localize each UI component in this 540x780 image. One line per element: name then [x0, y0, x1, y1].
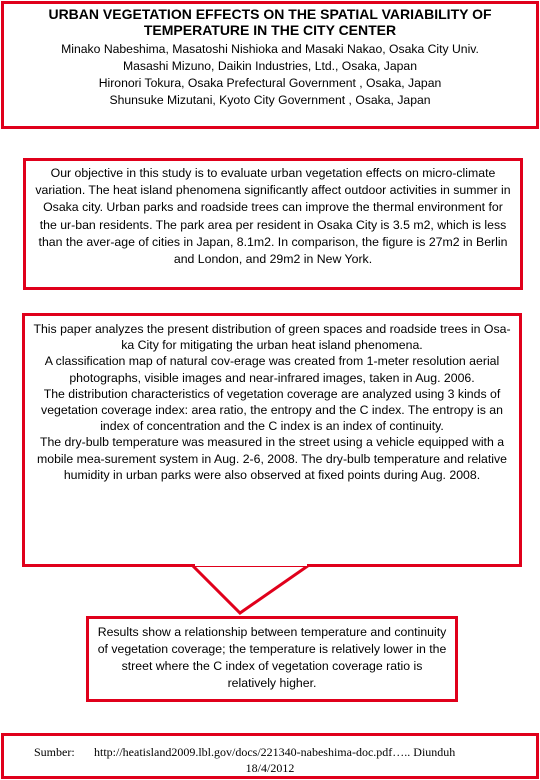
results-text: Results show a relationship between temperature and continuity of vegetation coverage; the temperature is relatively lower in the street where the C index of vegetation coverage ratio is relatively higher. — [97, 625, 447, 690]
author-line-4: Shunsuke Mizutani, Kyoto City Government , Osaka, Japan — [109, 93, 431, 107]
title-line-2: TEMPERATURE IN THE CITY CENTER — [143, 22, 397, 38]
analysis-paragraph-3: The distribution characteristics of vegetation coverage are analyzed using 3 kinds of vegetation coverage index: area ratio, the entropy and the C index. The entropy is an index of concentration and the C index is an index of continuity. — [41, 386, 503, 434]
tail-seam-cover — [195, 561, 307, 566]
analysis-paragraph-1: This paper analyzes the present distribution of green spaces and roadside trees in Osa-ka City for mitigating the urban heat island phenomena. — [33, 322, 511, 353]
source-label: Sumber: — [34, 745, 75, 759]
objective-text: Our objective in this study is to evaluate urban vegetation effects on micro-climate variation. The heat island phenomena significantly affect outdoor activities in summer in Osaka city. Urban parks and roadside trees can improve the thermal environment for the ur-ban residents. The park area per resident in Osaka City is 3.5 m2, which is less than the aver-age of cities in Japan, 8.1m2. In comparison, the figure is 27m2 in Berlin and London, and 29m2 in New York. — [35, 166, 511, 267]
analysis-box — [22, 313, 522, 567]
author-line-2: Masashi Mizuno, Daikin Industries, Ltd., Osaka, Japan — [123, 59, 417, 73]
source-box — [1, 733, 539, 779]
title-line-1: URBAN VEGETATION EFFECTS ON THE SPATIAL VARIABILITY OF — [48, 6, 492, 22]
source-link[interactable]: http://heatisland2009.lbl.gov/docs/221340-nabeshima-doc.pdf….. Diunduh — [94, 745, 456, 759]
analysis-paragraph-4: The dry-bulb temperature was measured in the street using a vehicle equipped with a mobile mea-surement system in Aug. 2-6, 2008. The dry-bulb temperature and relative humidity in urban parks were also observed at fixed points during Aug. 2008. — [36, 435, 508, 482]
author-line-3: Hironori Tokura, Osaka Prefectural Government , Osaka, Japan — [98, 76, 442, 90]
author-line-1: Minako Nabeshima, Masatoshi Nishioka and Masaki Nakao, Osaka City Univ. — [61, 42, 479, 56]
results-box — [86, 616, 458, 702]
analysis-paragraph-2: A classification map of natural cov-erage was created from 1-meter resolution aerial photographs, visible images and near-infrared images, taken in Aug. 2006. — [44, 354, 500, 385]
source-date: 18/4/2012 — [245, 761, 295, 775]
